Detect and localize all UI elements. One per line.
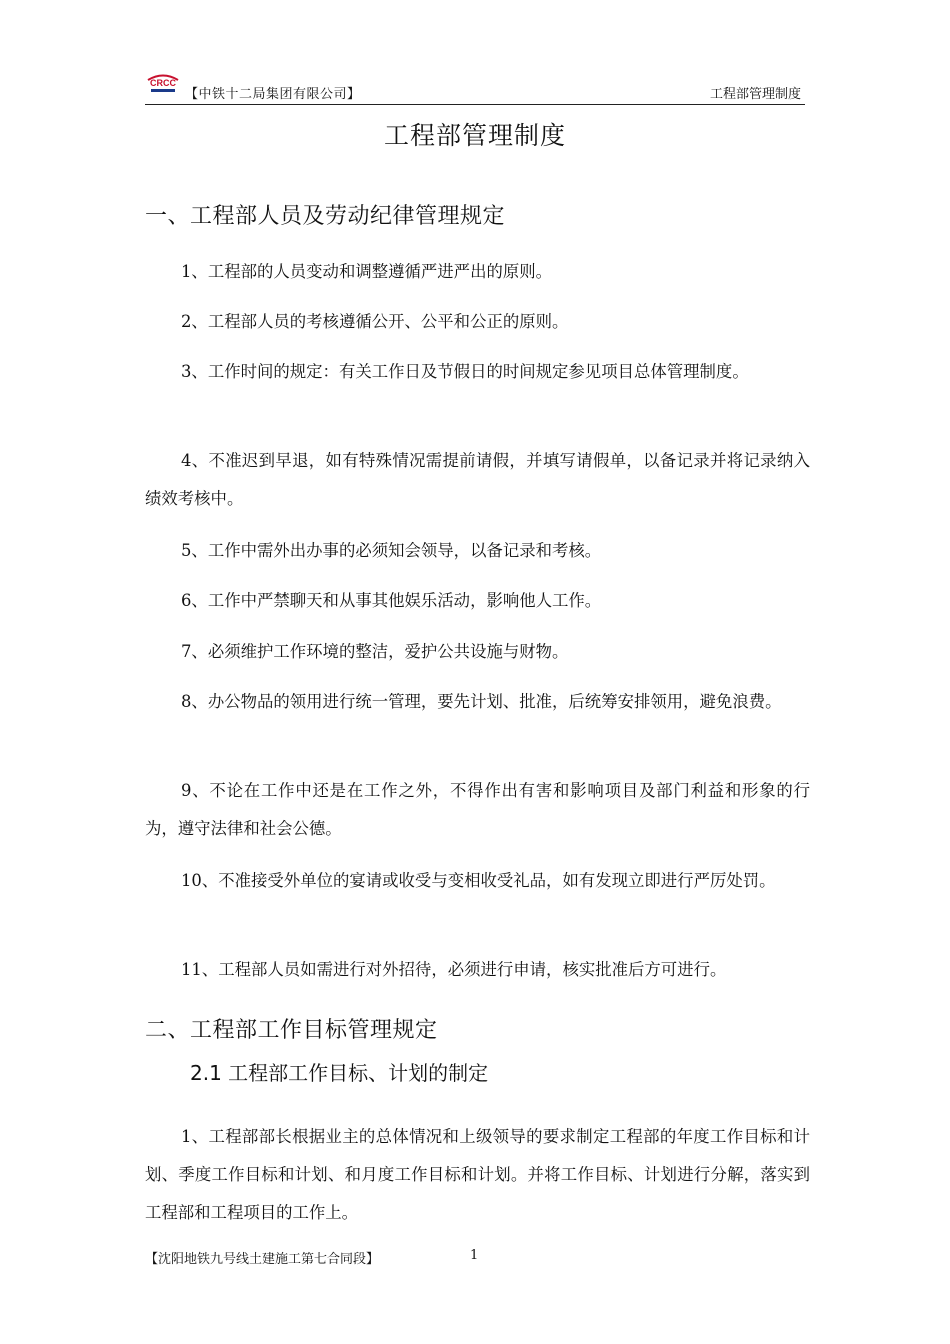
section-1-item: 7、必须维护工作环境的整洁，爱护公共设施与财物。	[181, 642, 569, 661]
section-2-heading: 二、工程部工作目标管理规定	[145, 1018, 438, 1043]
header-company: 【中铁十二局集团有限公司】	[185, 87, 361, 102]
section-2-item: 1、工程部部长根据业主的总体情况和上级领导的要求制定工程部的年度工作目标和计划、季度工作目标和计划、和月度工作目标和计划。并将工作目标、计划进行分解，落实到工程部和工程项目的工作上。	[145, 1127, 810, 1222]
section-1-item: 11、工程部人员如需进行对外招待，必须进行申请，核实批准后方可进行。	[181, 960, 727, 979]
section-1-item: 5、工作中需外出办事的必须知会领导，以备记录和考核。	[181, 541, 602, 560]
section-1-item: 9、不论在工作中还是在工作之外，不得作出有害和影响项目及部门利益和形象的行为，遵守法律和社会公德。	[145, 781, 810, 838]
section-1-item: 2、工程部人员的考核遵循公开、公平和公正的原则。	[181, 312, 569, 331]
logo-text: CRCC	[150, 78, 176, 88]
header-doc-name: 工程部管理制度	[709, 87, 801, 102]
section-1-item: 4、不准迟到早退，如有特殊情况需提前请假，并填写请假单，以备记录并将记录纳入绩效考核中。	[145, 451, 810, 508]
page-header	[145, 70, 805, 105]
section-1-item: 10、不准接受外单位的宴请或收受与变相收受礼品，如有发现立即进行严厉处罚。	[181, 871, 776, 890]
section-1-item: 8、办公物品的领用进行统一管理，要先计划、批准，后统筹安排领用，避免浪费。	[181, 692, 782, 711]
page-number: 1	[470, 1248, 479, 1263]
page-footer: 【沈阳地铁九号线土建施工第七合同段】	[145, 1252, 380, 1267]
crcc-logo	[145, 70, 181, 96]
section-1-item: 1、工程部的人员变动和调整遵循严进严出的原则。	[181, 262, 553, 281]
section-2-subheading: 2.1 工程部工作目标、计划的制定	[190, 1061, 489, 1085]
section-1-heading: 一、工程部人员及劳动纪律管理规定	[145, 204, 506, 229]
document-title: 工程部管理制度	[383, 121, 566, 150]
section-1-item: 3、工作时间的规定：有关工作日及节假日的时间规定参见项目总体管理制度。	[181, 362, 749, 381]
section-1-item: 6、工作中严禁聊天和从事其他娱乐活动，影响他人工作。	[181, 591, 602, 610]
